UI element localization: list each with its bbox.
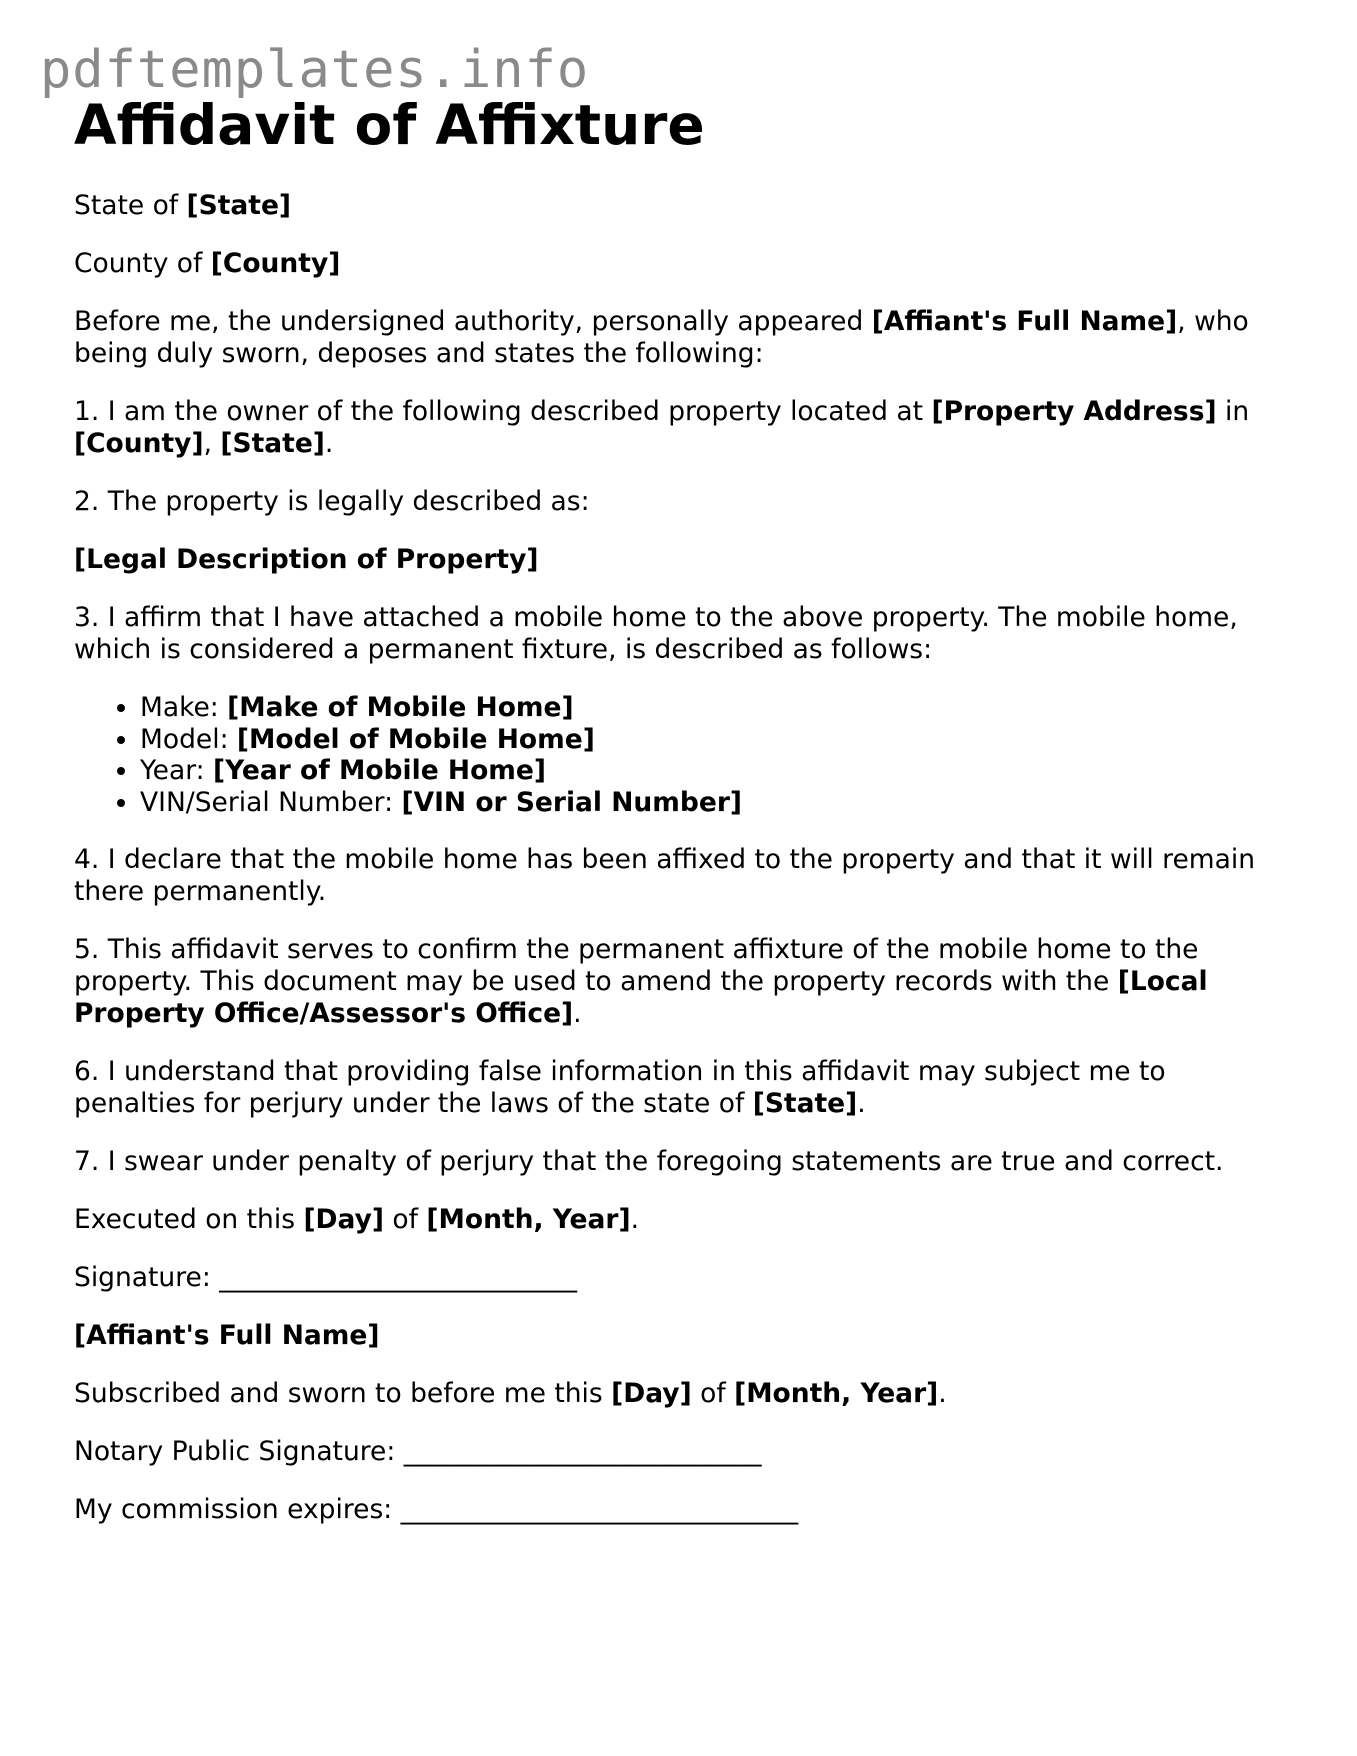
commission-expires-line: My commission expires: ______________________________	[74, 1494, 799, 1525]
subscribed-line: Subscribed and sworn to before me this [Day] of [Month, Year].	[74, 1378, 947, 1409]
mobile-home-details	[74, 692, 1274, 818]
notary-signature-line: Notary Public Signature: ___________________________	[74, 1436, 762, 1467]
county-placeholder: [County]	[210, 248, 341, 279]
signature-line: Signature: ___________________________	[74, 1262, 577, 1293]
county-line: County of [County]	[74, 248, 341, 279]
executed-line: Executed on this [Day] of [Month, Year].	[74, 1204, 639, 1235]
item-7: 7. I swear under penalty of perjury that the foregoing statements are true and correct.	[74, 1146, 1224, 1177]
document-title: Affidavit of Affixture	[74, 93, 705, 157]
item-2: 2. The property is legally described as:	[74, 486, 590, 517]
watermark: pdftemplates.info	[40, 40, 590, 100]
property-address-placeholder: [Property Address]	[931, 396, 1217, 427]
state-placeholder: [State]	[752, 1088, 858, 1119]
notary-signature-blank[interactable]: ___________________________	[403, 1436, 762, 1467]
commission-expires-blank[interactable]: ______________________________	[400, 1494, 799, 1525]
day-placeholder: [Day]	[303, 1204, 384, 1235]
item-1: 1. I am the owner of the following described property located at [Property Address] in [County], [State].	[74, 396, 1250, 459]
county-placeholder: [County]	[74, 428, 204, 459]
item-3: 3. I affirm that I have attached a mobile home to the above property. The mobile home, which is considered a permanent fixture, is described as follows:	[74, 602, 1238, 665]
list-item: • Year: [Year of Mobile Home]	[140, 755, 1274, 787]
intro-paragraph: Before me, the undersigned authority, personally appeared [Affiant's Full Name], who being duly sworn, deposes and states the following:	[74, 306, 1249, 369]
signature-blank[interactable]: ___________________________	[219, 1262, 577, 1293]
state-line: State of [State]	[74, 190, 292, 221]
state-placeholder: [State]	[186, 190, 292, 221]
list-item: • Model: [Model of Mobile Home]	[140, 724, 1274, 756]
day-placeholder: [Day]	[611, 1378, 692, 1409]
item-4: 4. I declare that the mobile home has been affixed to the property and that it will remain there permanently.	[74, 844, 1255, 907]
affiant-name-placeholder: [Affiant's Full Name]	[871, 306, 1178, 337]
legal-description-placeholder: [Legal Description of Property]	[74, 544, 539, 575]
affidavit-document	[74, 92, 1274, 1552]
office-placeholder: [Local Property Office/Assessor's Office]	[74, 966, 1208, 1029]
month-year-placeholder: [Month, Year]	[426, 1204, 631, 1235]
item-5: 5. This affidavit serves to confirm the permanent affixture of the mobile home to the property. This document may be used to amend the property records with the [Local Property Office/Assessor's Office].	[74, 934, 1208, 1029]
month-year-placeholder: [Month, Year]	[734, 1378, 939, 1409]
list-item: • VIN/Serial Number: [VIN or Serial Number]	[140, 787, 1274, 819]
list-item: • Make: [Make of Mobile Home]	[140, 692, 1274, 724]
item-6: 6. I understand that providing false information in this affidavit may subject me to penalties for perjury under the laws of the state of [State].	[74, 1056, 1166, 1119]
affiant-name-line: [Affiant's Full Name]	[74, 1320, 380, 1351]
state-placeholder: [State]	[220, 428, 325, 459]
